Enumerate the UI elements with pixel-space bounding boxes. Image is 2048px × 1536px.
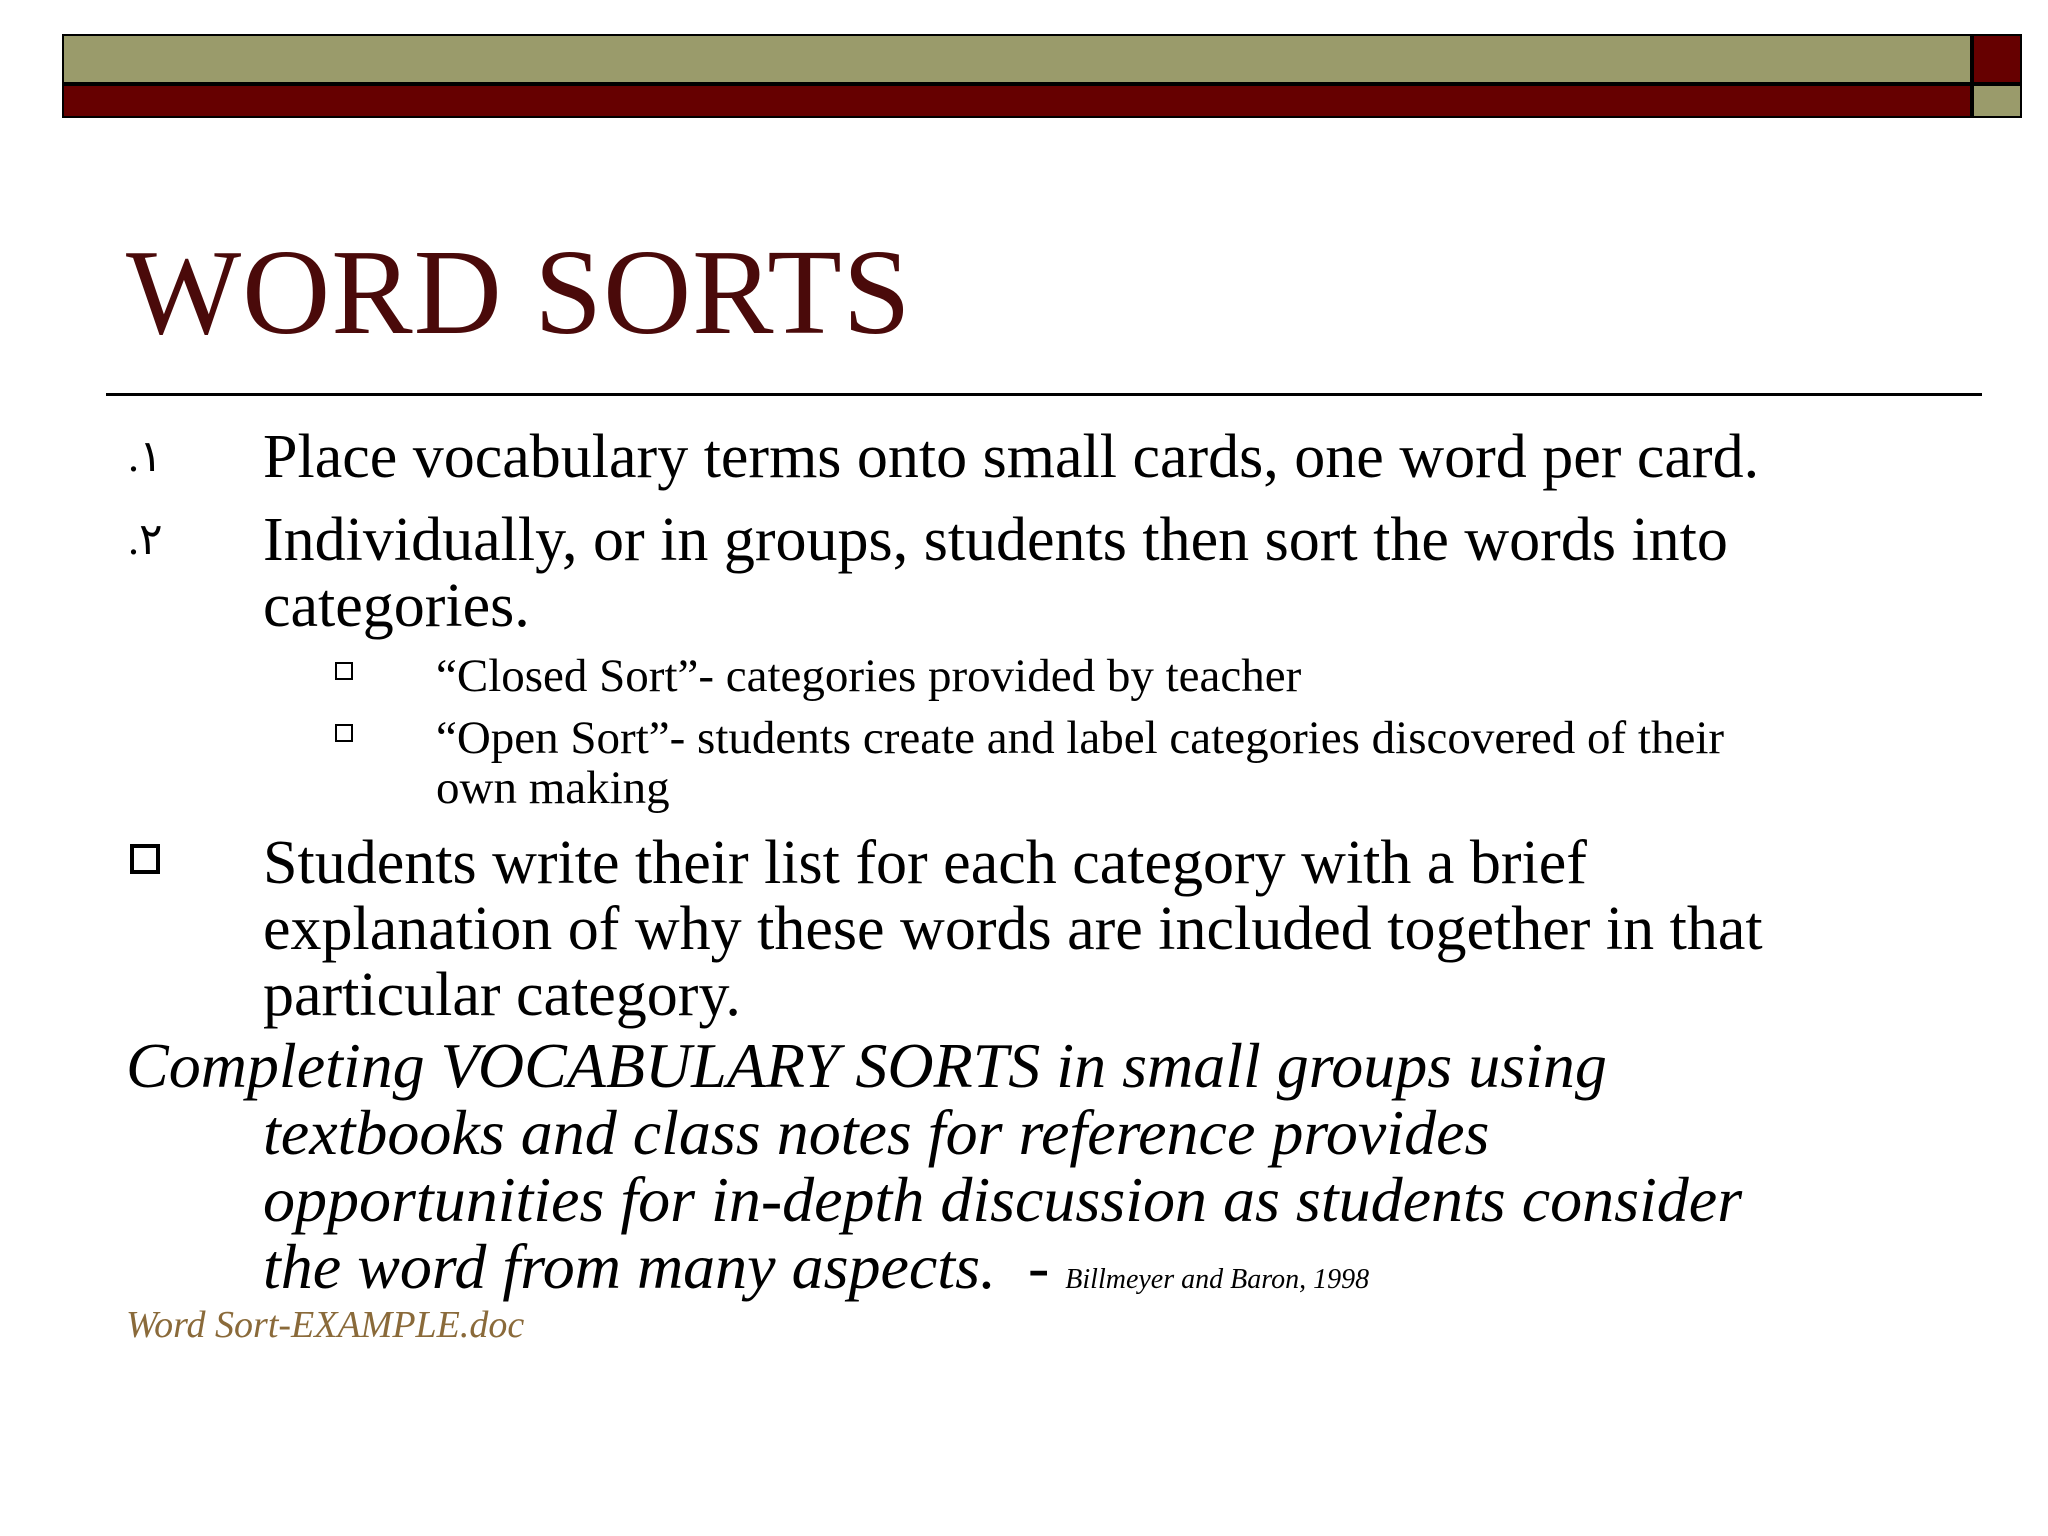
list-item-3-line2: explanation of why these words are included together in that — [263, 895, 1763, 963]
list-item-2-text-line1: Individually, or in groups, students then sort the words into — [263, 506, 1728, 574]
quote-line3: opportunities for in-depth discussion as students consider — [263, 1164, 1743, 1235]
sub-item-open-sort-line2: own making — [436, 762, 670, 814]
quote-line1: Completing VOCABULARY SORTS in small groups using — [126, 1030, 1607, 1101]
word-sort-example-link[interactable]: Word Sort-EXAMPLE.doc — [126, 1304, 525, 1346]
list-marker-1: ١. — [128, 432, 163, 481]
list-item-3-line3: particular category. — [263, 961, 741, 1029]
header-bar-olive — [62, 34, 1972, 84]
sub-item-open-sort-line1: “Open Sort”- students create and label categories discovered of their — [436, 712, 1725, 764]
sub-bullet-box-2 — [335, 724, 353, 742]
quote-line2: textbooks and class notes for reference provides — [263, 1097, 1490, 1168]
list-item-2-text-line2: categories. — [263, 572, 530, 640]
quote-line4 — [263, 1231, 1370, 1313]
list-item-1-text: Place vocabulary terms onto small cards, one word per card. — [263, 423, 1760, 491]
list-marker-2: ٢. — [128, 515, 163, 564]
quote-citation: Billmeyer and Baron, 1998 — [1065, 1264, 1370, 1295]
header-square-olive — [1972, 84, 2022, 118]
slide-title: WORD SORTS — [126, 225, 912, 360]
quote-line4-text: the word from many aspects. - — [263, 1231, 1066, 1302]
bullet-box-3 — [130, 844, 160, 874]
header-bar-maroon — [62, 84, 1972, 118]
sub-bullet-box-1 — [335, 662, 353, 680]
sub-item-closed-sort: “Closed Sort”- categories provided by teacher — [436, 650, 1302, 702]
list-item-3-line1: Students write their list for each category with a brief — [263, 829, 1587, 897]
title-divider — [106, 393, 1982, 396]
header-square-maroon — [1972, 34, 2022, 84]
